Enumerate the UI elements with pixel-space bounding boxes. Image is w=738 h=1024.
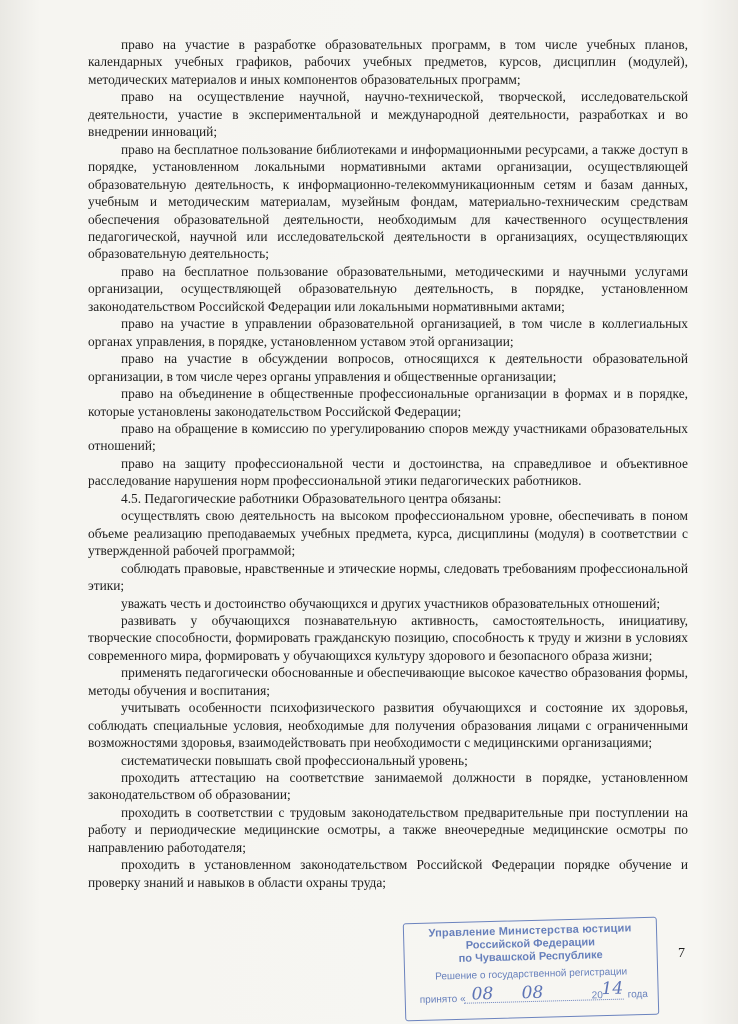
stamp-country: Российской Федерации [465, 936, 596, 952]
paragraph: право на бесплатное пользование образовательными, методическими и научными услугами организации, осуществляющей образовательную деятельность, в порядке, установленном законодательством Российской Федерации или локальными нормативными актами; [88, 263, 688, 314]
paragraph: проходить в установленном законодательством Российской Федерации порядке обучение и проверку знаний и навыков в области охраны труда; [88, 857, 688, 890]
document-body [88, 36, 688, 891]
paragraph: осуществлять свою деятельность на высоком профессиональном уровне, обеспечивать в поном объеме реализацию преподаваемых учебных предмета, курса, дисциплины (модуля) в соответствии с утвержденной рабочей программой; [88, 508, 688, 559]
stamp-decision: Решение о государственной регистрации [435, 966, 628, 983]
paragraph: применять педагогически обоснованные и обеспечивающие высокое качество образования формы, методы обучения и воспитания; [88, 665, 688, 698]
page-number: 7 [678, 946, 685, 961]
paragraph: право на участие в разработке образовательных программ, в том числе учебных планов, календарных учебных графиков, рабочих учебных предметов, курсов, дисциплин (модулей), методических материалов и иных компонентов образовательных программ; [88, 37, 688, 87]
stamp-day-handwritten: 08 [471, 983, 494, 1005]
paragraph: право на участие в управлении образовательной организацией, в том числе в коллегиальных органах управления, в порядке, установленном уставом этой организации; [88, 316, 688, 349]
paragraph: право на защиту профессиональной чести и достоинства, на справедливое и объективное расследование нарушения норм профессиональной этики педагогических работников. [88, 455, 688, 489]
paragraph: соблюдать правовые, нравственные и этические нормы, следовать требованиям профессиональной этики; [88, 560, 688, 594]
stamp-authority: Управление Министерства юстиции [428, 922, 632, 940]
paragraph: развивать у обучающихся познавательную активность, самостоятельность, инициативу, творческие способности, формировать гражданскую позицию, способность к труду и жизни в условиях современного мира, формировать у обучающихся культуру здорового и безопасного образа жизни; [88, 612, 688, 663]
stamp-year-prefix: 20 [591, 990, 603, 1002]
paragraph: право на обращение в комиссию по урегулированию споров между участниками образовательных отношений; [88, 420, 688, 454]
paragraph: право на осуществление научной, научно-технической, творческой, исследовательской деятельности, участие в экспериментальной и международной деятельности, разработках и во внедрении инноваций; [88, 89, 688, 140]
stamp-year-suffix: года [627, 988, 649, 1001]
section-heading: 4.5. Педагогические работники Образовательного центра обязаны: [121, 490, 502, 506]
paragraph: право на участие в обсуждении вопросов, относящихся к деятельности образовательной организации, в том числе через органы управления и общественные организации; [88, 351, 688, 384]
paragraph: учитывать особенности психофизического развития обучающихся и состояние их здоровья, соблюдать специальные условия, необходимые для получения образования лицами с ограниченными возможностями здоровья, взаимодействовать при необходимости с медицинскими организациями; [88, 700, 688, 751]
paragraph: проходить в соответствии с трудовым законодательством предварительные при поступлении на работу и периодические медицинские осмотры, а также внеочередные медицинские осмотры по направлению работодателя; [88, 804, 688, 855]
registration-stamp [403, 917, 659, 1022]
stamp-year-handwritten: 14 [601, 978, 624, 1000]
paragraph: проходить аттестацию на соответствие занимаемой должности в порядке, установленном законодательством об образовании; [88, 770, 688, 803]
stamp-accepted-label: принято « [419, 993, 466, 1006]
paragraph: право на бесплатное пользование библиотеками и информационными ресурсами, а также доступ в порядке, установленном локальными нормативными актами организации, осуществляющей образовательную деятельность, к информационно-телекоммуникационным сетям и базам данных, учебным и методическим материалам, музейным фондам, материально-техническим средствам обеспечения образовательной деятельности, необходимым для качественного осуществления педагогической, научной или исследовательской деятельности в организациях, осуществляющих образовательную деятельность; [88, 141, 688, 262]
paragraph: систематически повышать свой профессиональный уровень; [121, 752, 468, 768]
paragraph: право на объединение в общественные профессиональные организации в формах и в порядке, которые установлены законодательством Российской Федерации; [88, 386, 688, 419]
stamp-month-handwritten: 08 [521, 982, 544, 1004]
stamp-region: по Чувашской Республике [458, 949, 603, 965]
paragraph: уважать честь и достоинство обучающихся и других участников образовательных отношений; [121, 595, 661, 611]
